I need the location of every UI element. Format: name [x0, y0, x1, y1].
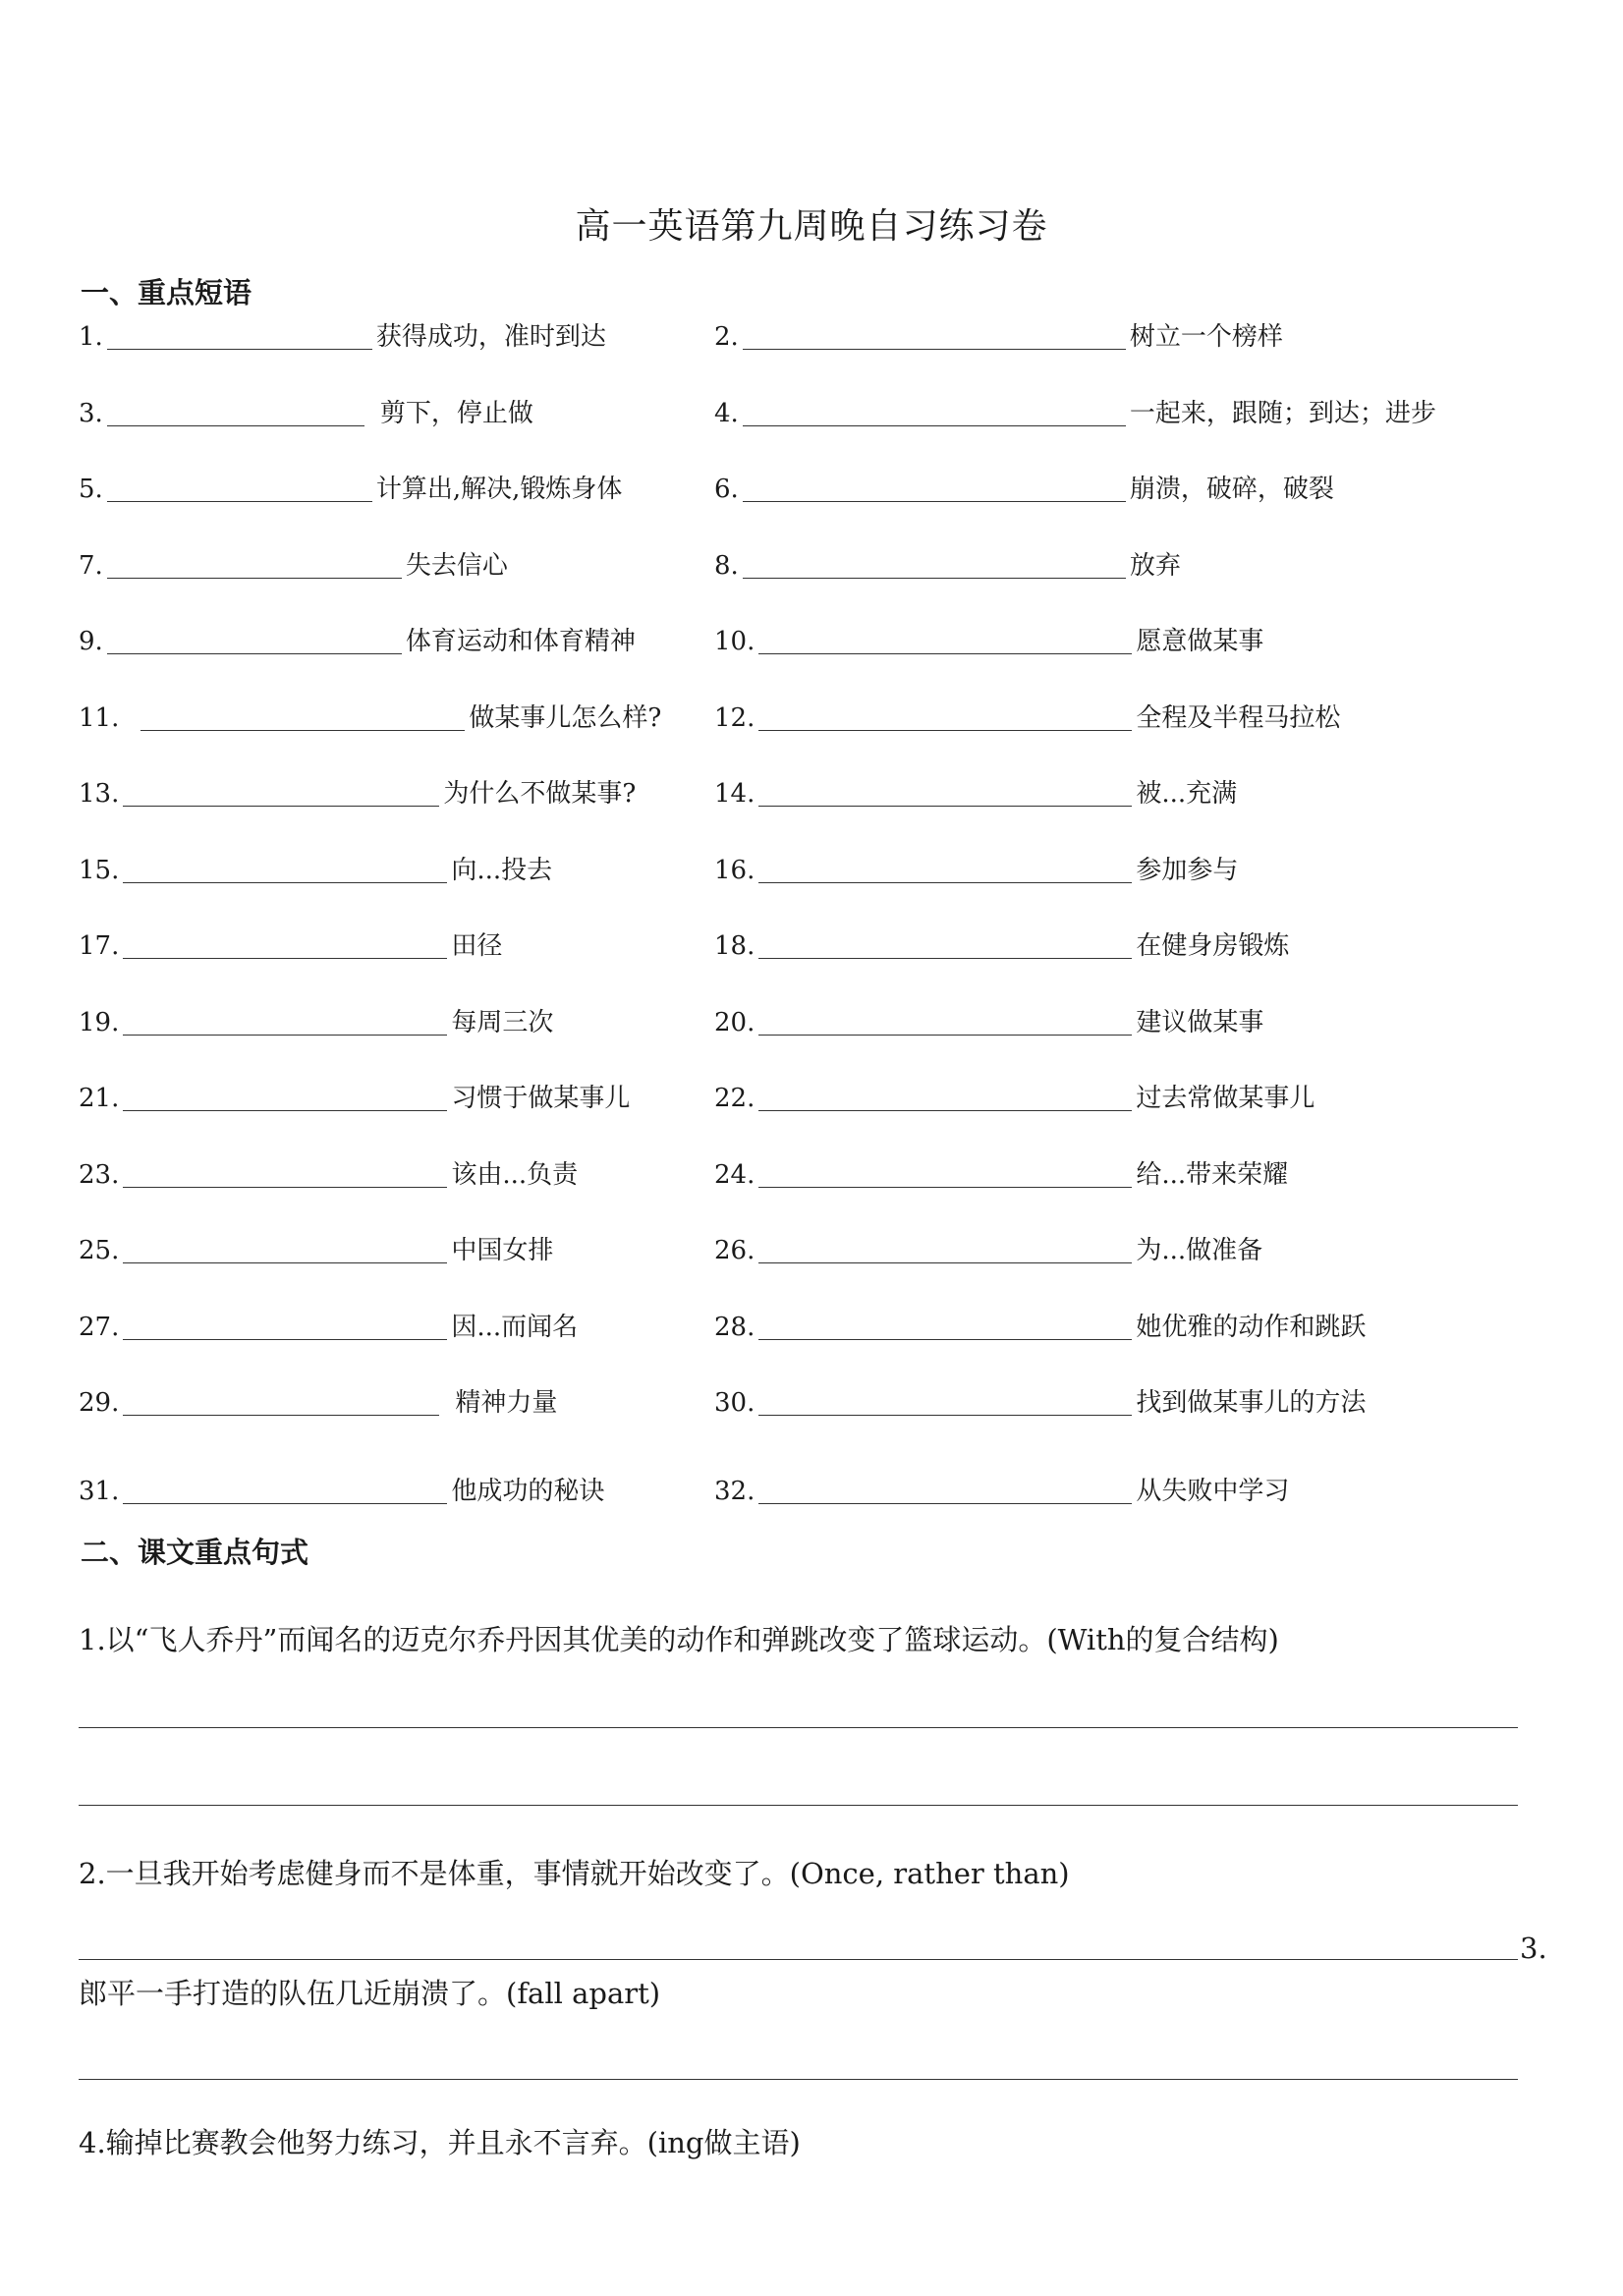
phrase-item	[714, 1079, 1579, 1118]
phrase-meaning: 为...做准备	[1136, 1236, 1263, 1265]
phrase-number: 25.	[79, 1236, 120, 1265]
phrase-meaning: 过去常做某事儿	[1136, 1084, 1315, 1113]
phrase-row	[0, 1079, 1623, 1122]
phrase-row	[0, 394, 1623, 437]
phrase-meaning: 在健身房锻炼	[1136, 931, 1290, 961]
phrase-item	[79, 1079, 688, 1118]
phrase-blank[interactable]	[758, 1157, 1132, 1188]
phrase-blank[interactable]	[123, 1310, 447, 1340]
phrase-blank[interactable]	[758, 624, 1132, 654]
phrase-number: 20.	[714, 1008, 756, 1037]
phrase-row	[0, 774, 1623, 817]
phrase-row	[0, 699, 1623, 742]
phrase-row	[0, 1003, 1623, 1046]
phrase-blank[interactable]	[758, 928, 1132, 959]
phrase-item	[714, 699, 1579, 738]
phrase-number: 2.	[714, 322, 739, 352]
phrase-number: 32.	[714, 1477, 756, 1506]
phrase-meaning: 失去信心	[405, 551, 508, 581]
phrase-blank[interactable]	[107, 396, 364, 426]
phrase-number: 26.	[714, 1236, 756, 1265]
phrase-number: 13.	[79, 779, 120, 809]
phrase-meaning: 该由...负责	[451, 1160, 579, 1190]
phrase-item	[714, 470, 1579, 509]
phrase-blank[interactable]	[140, 700, 465, 731]
phrase-meaning: 体育运动和体育精神	[405, 627, 636, 656]
phrase-meaning: 从失败中学习	[1136, 1477, 1290, 1506]
phrase-blank[interactable]	[758, 1005, 1132, 1036]
phrase-number: 8.	[714, 551, 739, 581]
phrase-item	[79, 470, 688, 509]
phrase-number: 30.	[714, 1388, 756, 1418]
phrase-item	[79, 394, 688, 433]
phrase-item	[79, 1383, 688, 1423]
phrase-meaning: 参加参与	[1136, 856, 1239, 885]
phrase-number: 14.	[714, 779, 756, 809]
phrase-item	[714, 1155, 1579, 1195]
phrase-meaning: 他成功的秘诀	[451, 1477, 605, 1506]
phrase-number: 31.	[79, 1477, 120, 1506]
phrase-item	[79, 1308, 688, 1347]
answer-line[interactable]	[79, 1805, 1518, 1806]
phrase-item	[714, 926, 1579, 966]
phrase-meaning: 崩溃，破碎，破裂	[1129, 475, 1334, 504]
phrase-blank[interactable]	[758, 1233, 1132, 1263]
phrase-row	[0, 546, 1623, 589]
phrase-blank[interactable]	[758, 853, 1132, 883]
phrase-item	[79, 699, 688, 738]
phrase-blank[interactable]	[123, 1233, 447, 1263]
phrase-blank[interactable]	[123, 1385, 439, 1416]
phrase-number: 12.	[714, 703, 756, 733]
phrase-blank[interactable]	[107, 624, 402, 654]
phrase-item	[79, 622, 688, 661]
section-heading-phrases: 一、重点短语	[81, 276, 252, 309]
question-3-number: 3.	[1520, 1932, 1547, 1965]
phrase-row	[0, 1383, 1623, 1427]
phrase-row	[0, 317, 1623, 361]
phrase-item	[714, 1231, 1579, 1270]
phrase-item	[79, 1155, 688, 1195]
phrase-item	[79, 1231, 688, 1270]
phrase-meaning: 放弃	[1129, 551, 1181, 581]
phrase-meaning: 习惯于做某事儿	[451, 1084, 631, 1113]
phrase-number: 22.	[714, 1084, 756, 1113]
phrase-number: 15.	[79, 856, 120, 885]
phrase-meaning: 中国女排	[451, 1236, 554, 1265]
phrase-blank[interactable]	[758, 776, 1132, 807]
phrase-row	[0, 622, 1623, 665]
phrase-number: 19.	[79, 1008, 120, 1037]
phrase-number: 21.	[79, 1084, 120, 1113]
phrase-item	[79, 317, 688, 357]
phrase-meaning: 愿意做某事	[1136, 627, 1264, 656]
phrase-row	[0, 926, 1623, 970]
phrase-meaning: 找到做某事儿的方法	[1136, 1388, 1367, 1418]
phrase-item	[714, 317, 1579, 357]
phrase-meaning: 她优雅的动作和跳跃	[1136, 1313, 1367, 1342]
phrase-number: 3.	[79, 399, 103, 428]
phrase-meaning: 获得成功，准时到达	[375, 322, 606, 352]
phrase-meaning: 做某事儿怎么样?	[469, 703, 662, 733]
page-title: 高一英语第九周晚自习练习卷	[575, 206, 1048, 247]
phrase-item	[714, 1472, 1579, 1511]
phrase-blank[interactable]	[123, 1081, 447, 1111]
phrase-item	[714, 851, 1579, 890]
phrase-item	[714, 394, 1579, 433]
phrase-meaning: 为什么不做某事?	[443, 779, 637, 809]
phrase-meaning: 田径	[451, 931, 503, 961]
phrase-blank[interactable]	[743, 548, 1126, 579]
phrase-meaning: 树立一个榜样	[1129, 322, 1283, 352]
phrase-meaning: 因...而闻名	[451, 1313, 579, 1342]
question-2: 2.一旦我开始考虑健身而不是体重，事情就开始改变了。(Once, rather than)	[79, 1857, 1070, 1890]
phrase-meaning: 向...投去	[451, 856, 553, 885]
phrase-number: 4.	[714, 399, 739, 428]
phrase-row	[0, 1308, 1623, 1351]
phrase-item	[714, 1003, 1579, 1042]
phrase-number: 7.	[79, 551, 103, 581]
phrase-blank[interactable]	[743, 472, 1126, 502]
phrase-item	[714, 546, 1579, 586]
answer-line[interactable]	[79, 1959, 1518, 1960]
phrase-blank[interactable]	[123, 776, 439, 807]
phrase-number: 16.	[714, 856, 756, 885]
phrase-item	[79, 926, 688, 966]
phrase-blank[interactable]	[123, 853, 447, 883]
phrase-item	[79, 774, 688, 813]
phrase-number: 1.	[79, 322, 103, 352]
phrase-blank[interactable]	[107, 548, 402, 579]
phrase-item	[714, 1308, 1579, 1347]
phrase-number: 27.	[79, 1313, 120, 1342]
phrase-number: 5.	[79, 475, 103, 504]
phrase-meaning: 建议做某事	[1136, 1008, 1264, 1037]
phrase-item	[79, 1472, 688, 1511]
phrase-meaning: 剪下，停止做	[379, 399, 533, 428]
phrase-row	[0, 851, 1623, 894]
phrase-item	[79, 546, 688, 586]
phrase-item	[79, 1003, 688, 1042]
phrase-number: 29.	[79, 1388, 120, 1418]
phrase-blank[interactable]	[743, 319, 1126, 350]
phrase-meaning: 计算出,解决,锻炼身体	[375, 475, 623, 504]
phrase-blank[interactable]	[758, 1310, 1132, 1340]
answer-line[interactable]	[79, 1727, 1518, 1728]
phrase-number: 6.	[714, 475, 739, 504]
phrase-meaning: 精神力量	[455, 1388, 558, 1418]
question-4: 4.输掉比赛教会他努力练习，并且永不言弃。(ing做主语)	[79, 2126, 801, 2159]
phrase-number: 24.	[714, 1160, 756, 1190]
question-3: 郎平一手打造的队伍几近崩溃了。(fall apart)	[79, 1977, 661, 2010]
phrase-number: 11.	[79, 703, 120, 733]
phrase-item	[79, 851, 688, 890]
section-heading-sentences: 二、课文重点句式	[81, 1536, 309, 1569]
phrase-number: 17.	[79, 931, 120, 961]
answer-line[interactable]	[79, 2079, 1518, 2080]
question-1: 1.以“飞人乔丹”而闻名的迈克尔乔丹因其优美的动作和弹跳改变了篮球运动。(With的复合结构)	[79, 1623, 1279, 1656]
phrase-row	[0, 1231, 1623, 1274]
phrase-meaning: 一起来，跟随；到达；进步	[1129, 399, 1436, 428]
phrase-meaning: 全程及半程马拉松	[1136, 703, 1341, 733]
phrase-row	[0, 1155, 1623, 1199]
phrase-blank[interactable]	[123, 1005, 447, 1036]
phrase-blank[interactable]	[123, 1474, 447, 1504]
phrase-blank[interactable]	[758, 1081, 1132, 1111]
phrase-blank[interactable]	[123, 928, 447, 959]
phrase-blank[interactable]	[743, 396, 1126, 426]
phrase-blank[interactable]	[758, 700, 1132, 731]
phrase-blank[interactable]	[107, 319, 372, 350]
phrase-meaning: 给...带来荣耀	[1136, 1160, 1289, 1190]
phrase-number: 10.	[714, 627, 756, 656]
phrase-blank[interactable]	[758, 1474, 1132, 1504]
phrase-number: 28.	[714, 1313, 756, 1342]
phrase-blank[interactable]	[107, 472, 372, 502]
phrase-item	[714, 622, 1579, 661]
phrase-meaning: 每周三次	[451, 1008, 554, 1037]
phrase-item	[714, 1383, 1579, 1423]
phrase-row	[0, 470, 1623, 513]
phrase-meaning: 被...充满	[1136, 779, 1238, 809]
phrase-blank[interactable]	[758, 1385, 1132, 1416]
phrase-row	[0, 1472, 1623, 1515]
phrase-item	[714, 774, 1579, 813]
phrase-blank[interactable]	[123, 1157, 447, 1188]
phrase-number: 9.	[79, 627, 103, 656]
phrase-number: 18.	[714, 931, 756, 961]
phrase-number: 23.	[79, 1160, 120, 1190]
